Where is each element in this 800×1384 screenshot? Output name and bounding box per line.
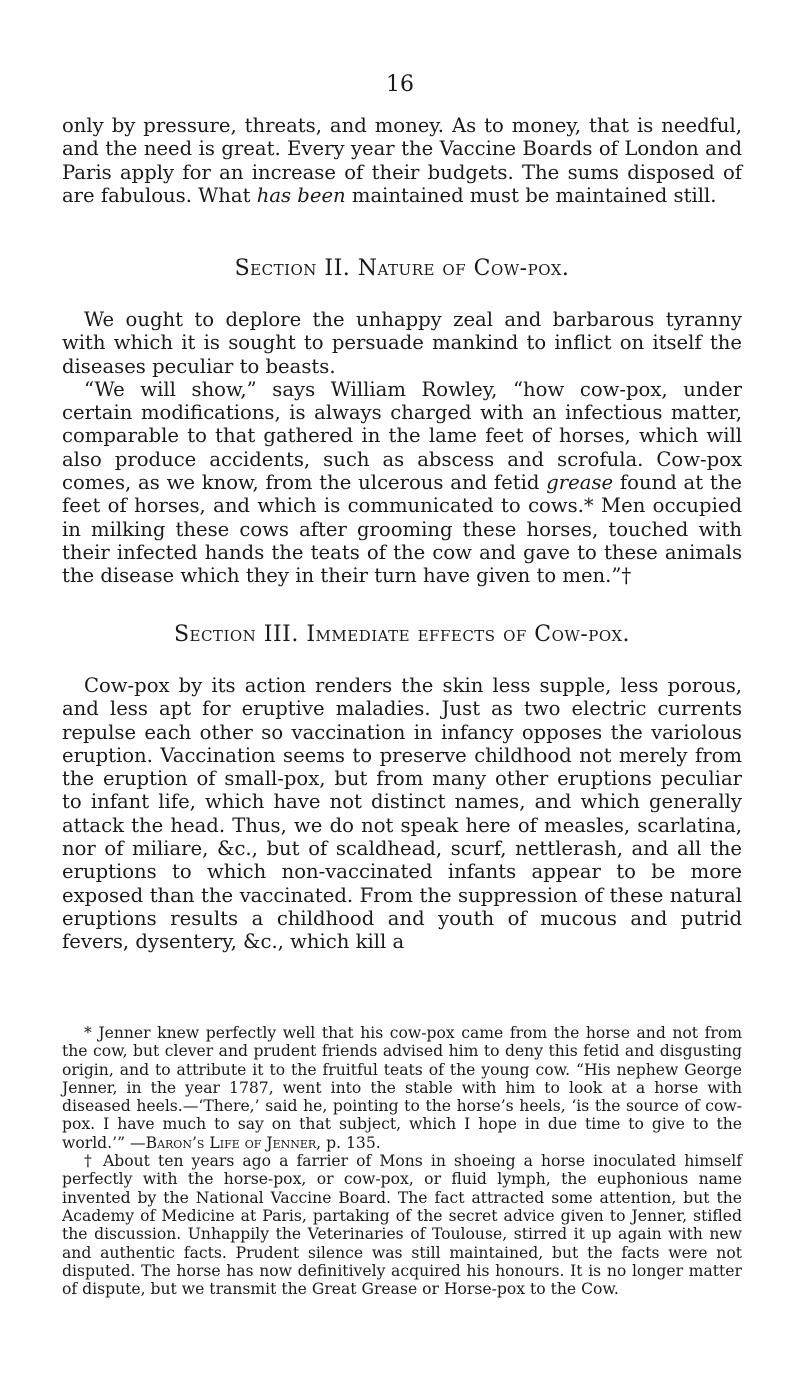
footnote-1-page: , p. 135. <box>316 1133 381 1152</box>
section-3-body <box>62 674 742 954</box>
section-2-emphasis-grease: grease <box>546 471 614 495</box>
section-2-paragraph-2 <box>62 378 742 588</box>
footnote-2: † About ten years ago a farrier of Mons in shoeing a horse inoculated himself perfectly with the horse-pox, or cow-pox, or fluid lymph, the euphonious name invented by the National Vaccine Board. The fact attracted some attention, but the Academy of Medicine at Paris, partaking of the secret advice given to Jenner, stifled the discussion. Unhappily the Veterinaries of Toulouse, stirred it up again with new and authentic facts. Prudent silence was still maintained, but the facts were not disputed. The horse has now definitively acquired his honours. It is no longer matter of dispute, but we transmit the Great Grease or Horse-pox to the Cow. <box>62 1152 742 1299</box>
footnote-1-text: * Jenner knew perfectly well that his cow-pox came from the horse and not from the cow, but clever and prudent friends advised him to deny this fetid and disgusting origin, and to attribute it to the fruitful teats of the young cow. “His nephew George Jenner, in the year 1787, went into the stable with him to look at a horse with diseased heels.—‘There,’ said he, pointing to the horse’s heels, ‘is the source of cow-pox. I have much to say on that subject, which I hope in due time to give to the world.’” — <box>62 1024 742 1152</box>
section-2-paragraph-2-text-b: found at the feet of horses, and which is communicated to cows.* Men occupied in milking these cows after grooming these horses, touched with their infected hands the teats of the cow and gave to these animals the disease which they in their turn have given to men.”† <box>62 471 742 588</box>
intro-emphasis: has been <box>256 183 346 207</box>
section-2-heading: Section II. Nature of Cow-pox. <box>234 256 570 281</box>
section-2-body <box>62 308 742 588</box>
footnotes <box>62 1024 742 1298</box>
footnote-1-source: Baron’s Life of Jenner <box>145 1133 317 1152</box>
intro-text-1: only by pressure, threats, and money. As to money, that is needful, and the need is great. Every year the Vaccine Boards of London and Paris apply for an increase of their budgets. The sums disposed of are fabulous. What <box>62 114 742 207</box>
intro-text-2: maintained must be maintained still. <box>345 183 717 207</box>
page-number: 16 <box>386 72 414 97</box>
footnote-1 <box>62 1024 742 1152</box>
section-3-paragraph-1: Cow-pox by its action renders the skin less supple, less porous, and less apt for eruptive maladies. Just as two electric currents repulse each other so vaccination in infancy opposes the variolous eruption. Vaccination seems to preserve childhood not merely from the eruption of small-pox, but from many other eruptions peculiar to infant life, which have not distinct names, and which generally attack the head. Thus, we do not speak here of measles, scarlatina, nor of miliare, &c., but of scaldhead, scurf, nettlerash, and all the eruptions to which non-vaccinated infants appear to be more exposed than the vaccinated. From the suppression of these natural eruptions results a childhood and youth of mucous and putrid fevers, dysentery, &c., which kill a <box>62 674 742 954</box>
section-2-paragraph-1: We ought to deplore the unhappy zeal and barbarous tyranny with which it is sought to persuade mankind to inflict on itself the diseases peculiar to beasts. <box>62 308 742 378</box>
intro-paragraph <box>62 114 742 207</box>
section-2-paragraph-2-text-a: “We will show,” says William Rowley, “how cow-pox, under certain modifications, is always charged with an infectious matter, comparable to that gathered in the lame feet of horses, which will also produce accidents, such as abscess and scrofula. Cow-pox comes, as we know, from the ulcerous and fetid <box>62 377 742 495</box>
section-3-heading: Section III. Immediate effects of Cow-pox. <box>173 622 631 647</box>
